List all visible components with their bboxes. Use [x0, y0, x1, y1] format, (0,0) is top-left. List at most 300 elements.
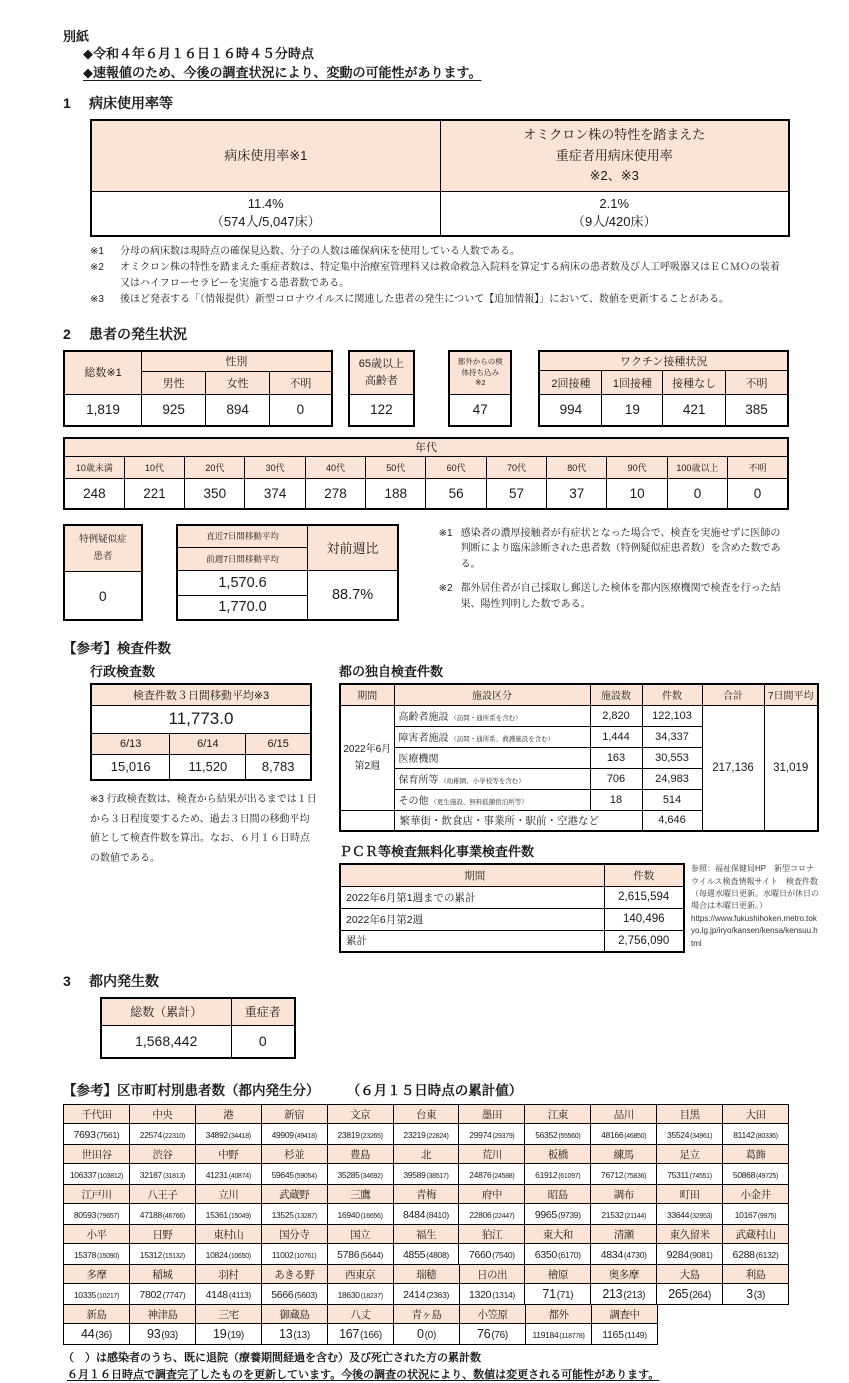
ward-total: 15312 — [139, 1250, 162, 1261]
bed-usage-table — [90, 119, 790, 237]
vaccine-table — [538, 350, 789, 427]
ward-name-cell: 多摩 — [64, 1265, 130, 1284]
facility-name: 保育所等 — [398, 775, 439, 787]
ward-value-cell — [591, 1244, 657, 1265]
ward-recovered: (6170) — [557, 1250, 581, 1261]
ward-name-cell: 豊島 — [327, 1145, 393, 1164]
ward-value-cell — [394, 1324, 460, 1345]
ward-total: 0 — [417, 1327, 424, 1342]
age-value-cell: 374 — [245, 479, 305, 509]
ward-value-cell — [393, 1284, 459, 1305]
tokyo-tests-title: 都の独自検査件数 — [339, 664, 444, 680]
s2-note-2-text: 都外居住者が自己採取し郵送した検体を都内医療機関で検査を行った結果、陽性判明した数である。 — [460, 583, 781, 610]
ward-value-cell — [129, 1124, 195, 1145]
gender-header: 性別 — [142, 351, 332, 371]
gender-col-unknown: 不明 — [270, 371, 332, 395]
ward-recovered: (93) — [161, 1330, 178, 1342]
ward-name-cell: 江東 — [525, 1105, 591, 1124]
tokyo-col-header: 施設区分 — [394, 684, 590, 705]
ward-value-cell — [327, 1164, 393, 1185]
ward-value-cell — [592, 1324, 658, 1345]
ward-recovered: (21144) — [624, 1213, 647, 1221]
patient-summary-row — [63, 350, 789, 427]
vaccine-col-2dose: 2回接種 — [539, 371, 602, 394]
ward-value-cell — [261, 1124, 327, 1145]
ward-value-cell — [723, 1284, 789, 1305]
ward-recovered: (34692) — [360, 1173, 383, 1181]
ward-subtitle-text: （６月１５日時点の累計値） — [353, 1083, 523, 1099]
age-value-cell: 0 — [728, 479, 788, 509]
ward-total: 6288 — [732, 1249, 755, 1262]
ward-recovered: (8410) — [426, 1210, 449, 1221]
ward-recovered: (3) — [753, 1290, 766, 1302]
age-col-header: 60代 — [426, 457, 486, 479]
ward-recovered: (103812) — [97, 1173, 124, 1181]
ward-name-cell: 三宅 — [196, 1305, 262, 1324]
gender-unknown-value: 0 — [270, 395, 332, 426]
ward-value-cell — [657, 1204, 723, 1225]
ward-name-cell: 国分寺 — [261, 1225, 327, 1244]
pcr-period-cell: 2022年6月第2週 — [340, 908, 604, 930]
section1-title — [63, 93, 789, 113]
age-value-cell: 10 — [607, 479, 667, 509]
facility-name-sub: （訪問・通所系、救護施設を含む） — [448, 736, 555, 744]
ward-name-cell: 東大和 — [525, 1225, 591, 1244]
pcr-title: ＰＣＲ等検査無料化事業検査件数 — [339, 844, 535, 860]
ward-section-title — [63, 1079, 789, 1099]
admin-date-header: 6/14 — [170, 733, 246, 754]
ward-value-cell — [195, 1204, 261, 1225]
ward-recovered: (31813) — [162, 1173, 185, 1181]
ward-value-cell — [261, 1244, 327, 1265]
ward-recovered: (16656) — [360, 1213, 383, 1221]
ward-value-cell — [327, 1244, 393, 1265]
section1-number: 1 — [63, 94, 71, 111]
female-value: 894 — [206, 395, 270, 426]
facility-name: その他 — [398, 796, 429, 808]
ward-total: 8484 — [403, 1209, 426, 1222]
special-header-line2: 患者 — [93, 550, 113, 562]
ward-recovered: (1314) — [492, 1290, 515, 1301]
ward-recovered: (10217) — [97, 1293, 120, 1301]
severe-header: 重症者 — [231, 998, 295, 1025]
ward-recovered: (80336) — [755, 1133, 778, 1141]
special-header-line1: 特例疑似症 — [79, 534, 127, 546]
ward-recovered: (264) — [689, 1290, 712, 1302]
ward-name-cell: 新宿 — [261, 1105, 327, 1124]
section1-notes — [90, 244, 789, 308]
age-col-header: 20代 — [185, 457, 245, 479]
ward-name-cell: 御蔵島 — [262, 1305, 328, 1324]
ward-recovered: (22824) — [426, 1133, 449, 1141]
vaccine-1dose-value: 19 — [602, 394, 663, 425]
tokyo-col-header: 合計 — [702, 684, 764, 705]
ward-total: 59645 — [271, 1170, 294, 1181]
ward-name-cell: 小平 — [64, 1225, 130, 1244]
ward-value-cell — [327, 1204, 393, 1225]
ward-recovered: (71) — [556, 1290, 574, 1302]
ward-recovered: (10761) — [294, 1253, 317, 1261]
ward-total: 22574 — [139, 1130, 162, 1141]
ward-value-cell — [327, 1284, 393, 1305]
ward-recovered: (19) — [227, 1330, 244, 1342]
ward-value-cell — [459, 1164, 525, 1185]
pcr-period-cell: 累計 — [340, 930, 604, 952]
ward-total: 167 — [339, 1327, 360, 1342]
severe-bed-usage-detail: （9人/420床） — [571, 214, 657, 230]
ward-total: 22806 — [469, 1210, 492, 1221]
ward-name-cell: 台東 — [393, 1105, 459, 1124]
ward-total: 81142 — [733, 1130, 755, 1141]
pcr-count-cell: 2,615,594 — [604, 886, 684, 908]
week-ratio-value: 88.7% — [308, 570, 398, 620]
age-col-header: 不明 — [728, 457, 788, 479]
pcr-count-header: 件数 — [604, 864, 684, 886]
ward-recovered: (7540) — [492, 1250, 515, 1261]
age-value-cell: 278 — [305, 479, 365, 509]
ward-name-cell: 八王子 — [129, 1185, 195, 1204]
ward-name-cell: 北 — [393, 1145, 459, 1164]
note-1-mark: ※1 — [90, 245, 104, 257]
age-value-cell: 248 — [64, 479, 124, 509]
moving-average-table — [176, 524, 399, 622]
ward-value-cell — [525, 1124, 591, 1145]
ward-total: 7660 — [468, 1249, 492, 1262]
ward-name-cell: 文京 — [327, 1105, 393, 1124]
age-value-cell: 188 — [366, 479, 426, 509]
severe-bed-usage-rate: 2.1% — [599, 195, 630, 211]
ward-name-cell: 中野 — [195, 1145, 261, 1164]
tokyo-empty-cell — [340, 810, 394, 831]
ward-name-cell: 板橋 — [525, 1145, 591, 1164]
facility-name-cell — [394, 768, 590, 789]
ward-recovered: (49725) — [756, 1173, 779, 1181]
ward-value-cell — [393, 1124, 459, 1145]
ward-recovered: (34418) — [228, 1133, 251, 1141]
ward-table-row-group — [63, 1184, 789, 1225]
severe-bed-usage-value — [440, 192, 789, 236]
ward-table-row-group — [63, 1104, 789, 1145]
ward-total: 19 — [213, 1327, 227, 1342]
vaccine-col-unknown: 不明 — [725, 371, 788, 394]
ward-value-cell — [459, 1244, 525, 1265]
ward-recovered: (23265) — [360, 1133, 383, 1141]
ward-total: 75311 — [667, 1170, 689, 1181]
ward-total: 47188 — [139, 1210, 162, 1221]
admin-date-row — [91, 733, 311, 754]
pcr-period-cell: 2022年6月第1週までの累計 — [340, 886, 604, 908]
ward-name-cell: 狛江 — [459, 1225, 525, 1244]
age-col-header: 90代 — [607, 457, 667, 479]
attachment-label: 別紙 — [63, 29, 90, 44]
ward-total: 18630 — [337, 1290, 360, 1301]
ward-value-cell — [591, 1284, 657, 1305]
ward-table-row-group — [63, 1304, 658, 1345]
ward-recovered: (9739) — [557, 1210, 581, 1221]
ward-value-cell — [327, 1124, 393, 1145]
ward-name-cell: 葛飾 — [722, 1145, 788, 1164]
tokyo-tests-header-row — [340, 684, 818, 705]
ward-total: 93 — [147, 1327, 161, 1342]
vaccine-header: ワクチン接種状況 — [539, 351, 788, 371]
section2-title — [63, 324, 789, 344]
admin-day-value: 11,520 — [170, 754, 246, 780]
ward-recovered: (40874) — [228, 1173, 251, 1181]
ward-name-cell: 武蔵野 — [261, 1185, 327, 1204]
admin-tests-title: 行政検査数 — [90, 664, 156, 680]
elderly-value: 122 — [349, 395, 415, 426]
section1-heading: 病床使用率等 — [89, 94, 173, 111]
ward-value-cell — [328, 1324, 394, 1345]
ward-name-cell: 国立 — [327, 1225, 393, 1244]
tokyo-tests-block — [339, 661, 819, 953]
ward-value-cell — [195, 1284, 261, 1305]
tokyo-col-header: 施設数 — [590, 684, 642, 705]
ward-table-row-group — [63, 1224, 789, 1265]
header-bullets — [83, 45, 789, 83]
facility-name: 医療機関 — [398, 754, 439, 766]
ward-name-cell: 品川 — [591, 1105, 657, 1124]
pcr-ref-text: 参照：福祉保健局HP 新型コロナウイルス検査情報サイト 検査件数（毎週水曜日更新。水曜日が休日の場合は木曜日更新。） — [691, 864, 819, 911]
ward-total: 76712 — [601, 1170, 624, 1181]
bed-usage-rate: 11.4% — [247, 195, 284, 211]
elderly-table — [348, 350, 416, 427]
admin-tests-table — [90, 683, 312, 781]
ward-name-cell: 小金井 — [723, 1185, 789, 1204]
note-3-mark: ※3 — [90, 293, 104, 305]
special-case-table — [63, 524, 143, 622]
s2-note-1-mark: ※1 — [438, 527, 453, 539]
ward-value-cell — [525, 1244, 591, 1265]
elderly-header-line1: 65歳以上 — [358, 358, 405, 371]
ward-recovered: (22310) — [162, 1133, 185, 1141]
ward-total: 16940 — [337, 1210, 360, 1221]
age-value-cell: 57 — [486, 479, 546, 509]
ward-recovered: (34961) — [690, 1133, 713, 1141]
total-value: 1,819 — [64, 395, 142, 426]
pcr-count-cell: 140,496 — [604, 908, 684, 930]
ward-name-cell: 渋谷 — [129, 1145, 195, 1164]
reference-tests-columns — [63, 661, 819, 953]
facility-count-cell: 706 — [590, 768, 642, 789]
ward-value-cell — [657, 1164, 723, 1185]
ward-total: 44 — [81, 1327, 95, 1342]
ward-recovered: (32953) — [690, 1213, 713, 1221]
ward-title-text: 【参考】区市町村別患者数（都内発生分） — [63, 1083, 320, 1099]
street-count-cell: 4,646 — [642, 810, 702, 831]
section3-heading: 都内発生数 — [89, 973, 159, 990]
note-3-text: 後ほど発表する「（情報提供）新型コロナウイルスに関連した患者の発生について【追加情報】」において、数値を更新することがある。 — [120, 293, 729, 305]
ward-name-cell: 西東京 — [327, 1265, 393, 1284]
ward-name-cell: 調査中 — [592, 1305, 658, 1324]
total-header: 総数※1 — [64, 351, 142, 395]
test-count-cell: 24,983 — [642, 768, 702, 789]
facility-name-cell — [394, 747, 590, 768]
ward-recovered: (118778) — [559, 1333, 585, 1341]
ward-recovered: (76) — [491, 1330, 508, 1342]
ward-name-cell: 町田 — [657, 1185, 723, 1204]
age-col-header: 100歳以上 — [667, 457, 727, 479]
pcr-period-header: 期間 — [340, 864, 604, 886]
ward-table-row-group — [63, 1144, 789, 1185]
note-1-text: 分母の病床数は現時点の確保見込数、分子の人数は確保病床を使用している人数である。 — [120, 245, 520, 257]
ward-recovered: (46850) — [624, 1133, 647, 1141]
ward-value-cell — [195, 1164, 261, 1185]
ward-value-cell — [459, 1124, 525, 1145]
ward-total: 23819 — [337, 1130, 360, 1141]
note-2-mark: ※2 — [90, 261, 104, 273]
ward-value-cell — [130, 1324, 196, 1345]
week-ratio-label: 対前週比 — [308, 525, 398, 571]
s2-note-1 — [439, 526, 789, 573]
elderly-header-line2: 高齢者 — [364, 374, 398, 387]
ward-name-cell: 東村山 — [195, 1225, 261, 1244]
recent-7day-avg-label: 直近7日間移動平均 — [177, 525, 308, 548]
age-group-table — [63, 437, 789, 510]
ward-recovered: (18237) — [360, 1293, 383, 1301]
ward-value-cell — [129, 1204, 195, 1225]
ward-total: 1320 — [469, 1289, 492, 1302]
test-count-cell: 514 — [642, 789, 702, 810]
admin-date-header: 6/15 — [246, 733, 311, 754]
ward-recovered: (55560) — [558, 1133, 581, 1141]
ward-recovered: (0) — [424, 1330, 436, 1342]
ward-recovered: (6132) — [755, 1250, 779, 1261]
s2-note-2-mark: ※2 — [438, 583, 453, 595]
ward-recovered: (13) — [293, 1330, 310, 1342]
ward-name-cell: 昭島 — [525, 1185, 591, 1204]
facility-name-cell — [394, 789, 590, 810]
outside-sample-header — [449, 351, 511, 395]
age-group-header: 年代 — [64, 438, 788, 457]
ward-recovered: (49418) — [294, 1133, 317, 1141]
cumulative-total-value: 1,568,442 — [101, 1025, 231, 1058]
facility-count-cell: 2,820 — [590, 705, 642, 726]
age-col-header: 80代 — [547, 457, 607, 479]
ward-recovered: (74551) — [689, 1173, 712, 1181]
ward-name-cell: 八丈 — [328, 1305, 394, 1324]
ward-recovered: (24588) — [492, 1173, 515, 1181]
ward-value-cell — [393, 1164, 459, 1185]
ward-name-cell: 立川 — [195, 1185, 261, 1204]
ward-total: 29974 — [469, 1130, 492, 1141]
age-value-cell: 221 — [124, 479, 184, 509]
test-count-cell: 30,553 — [642, 747, 702, 768]
outside-sample-table — [448, 350, 512, 427]
ward-total: 32187 — [139, 1170, 162, 1181]
ward-name-cell: 利島 — [723, 1265, 789, 1284]
ward-total: 34892 — [205, 1130, 228, 1141]
facility-name-sub: （訪問・通所系を含む） — [448, 715, 522, 723]
ward-value-cell — [261, 1284, 327, 1305]
ward-value-cell — [722, 1164, 788, 1185]
prev-week-7day-avg-label: 前週7日間移動平均 — [177, 548, 308, 571]
ward-total: 13525 — [271, 1210, 294, 1221]
section2-heading: 患者の発生状況 — [89, 325, 187, 342]
ward-total: 35524 — [667, 1130, 690, 1141]
ward-value-cell — [525, 1204, 591, 1225]
ward-total: 56352 — [535, 1130, 558, 1141]
ward-total: 7802 — [139, 1289, 162, 1302]
ward-name-cell: 清瀬 — [591, 1225, 657, 1244]
tokyo-col-header: 件数 — [642, 684, 702, 705]
vaccine-col-none: 接種なし — [663, 371, 725, 394]
age-col-header: 50代 — [366, 457, 426, 479]
ward-name-cell: 神津島 — [130, 1305, 196, 1324]
timestamp-line: ◆令和４年６月１６日１６時４５分時点 — [83, 46, 314, 61]
ward-total: 4148 — [205, 1289, 228, 1302]
ward-value-cell — [195, 1244, 261, 1265]
prev-week-7day-avg-value: 1,770.0 — [177, 595, 308, 620]
facility-name-cell — [394, 726, 590, 747]
severe-value: 0 — [231, 1025, 295, 1058]
ward-total: 1165 — [602, 1329, 624, 1342]
ward-recovered: (213) — [623, 1290, 646, 1302]
ward-value-cell — [525, 1164, 591, 1185]
ward-name-cell: 墨田 — [459, 1105, 525, 1124]
ward-recovered: (10650) — [228, 1253, 251, 1261]
ward-recovered: (79657) — [97, 1213, 120, 1221]
ward-name-cell: 日の出 — [459, 1265, 525, 1284]
outside-header-line2: 体持ち込み — [461, 367, 500, 377]
ward-total: 39589 — [403, 1170, 426, 1181]
ward-name-cell: 世田谷 — [64, 1145, 130, 1164]
ward-value-cell — [64, 1204, 130, 1225]
ward-value-cell — [460, 1324, 526, 1345]
ward-value-cell — [591, 1124, 657, 1145]
age-col-header: 10歳未満 — [64, 457, 124, 479]
ward-value-cell — [196, 1324, 262, 1345]
ward-name-cell: 福生 — [393, 1225, 459, 1244]
provisional-notice-line: ◆速報値のため、今後の調査状況により、変動の可能性があります。 — [83, 64, 482, 80]
ward-total: 80593 — [73, 1210, 96, 1221]
citywide-table — [100, 997, 296, 1059]
ward-total: 5786 — [337, 1249, 360, 1262]
ward-value-cell — [459, 1284, 525, 1305]
special-case-header — [64, 525, 142, 572]
ward-total: 15378 — [73, 1250, 96, 1261]
ward-footnotes — [63, 1350, 789, 1383]
ward-total: 2414 — [403, 1289, 426, 1302]
ward-value-cell — [262, 1324, 328, 1345]
ward-name-cell: 杉並 — [261, 1145, 327, 1164]
vaccine-none-value: 421 — [663, 394, 725, 425]
cumulative-total-header: 総数（累計） — [101, 998, 231, 1025]
ward-recovered: (9081) — [689, 1250, 713, 1261]
ward-value-cell — [64, 1164, 130, 1185]
age-value-cell: 0 — [667, 479, 727, 509]
ward-total: 11002 — [271, 1250, 294, 1261]
outside-header-line3: ※2 — [475, 378, 486, 388]
age-col-header: 70代 — [486, 457, 546, 479]
ward-tables — [63, 1104, 789, 1345]
ward-name-cell: 小笠原 — [460, 1305, 526, 1324]
ward-value-cell — [723, 1204, 789, 1225]
ward-name-cell: 千代田 — [64, 1105, 130, 1124]
ward-total: 265 — [668, 1287, 689, 1302]
severe-bed-usage-header — [440, 120, 789, 192]
elderly-header — [349, 351, 415, 395]
ward-name-cell: 奥多摩 — [591, 1265, 657, 1284]
test-count-cell: 34,337 — [642, 726, 702, 747]
ward-name-cell: 青ヶ島 — [394, 1305, 460, 1324]
ward-total: 35285 — [337, 1170, 360, 1181]
ward-name-cell: 大田 — [723, 1105, 789, 1124]
bed-usage-value — [91, 192, 440, 236]
ward-recovered: (4808) — [426, 1250, 449, 1261]
ward-name-cell: あきる野 — [261, 1265, 327, 1284]
ward-recovered: (2363) — [426, 1290, 450, 1301]
